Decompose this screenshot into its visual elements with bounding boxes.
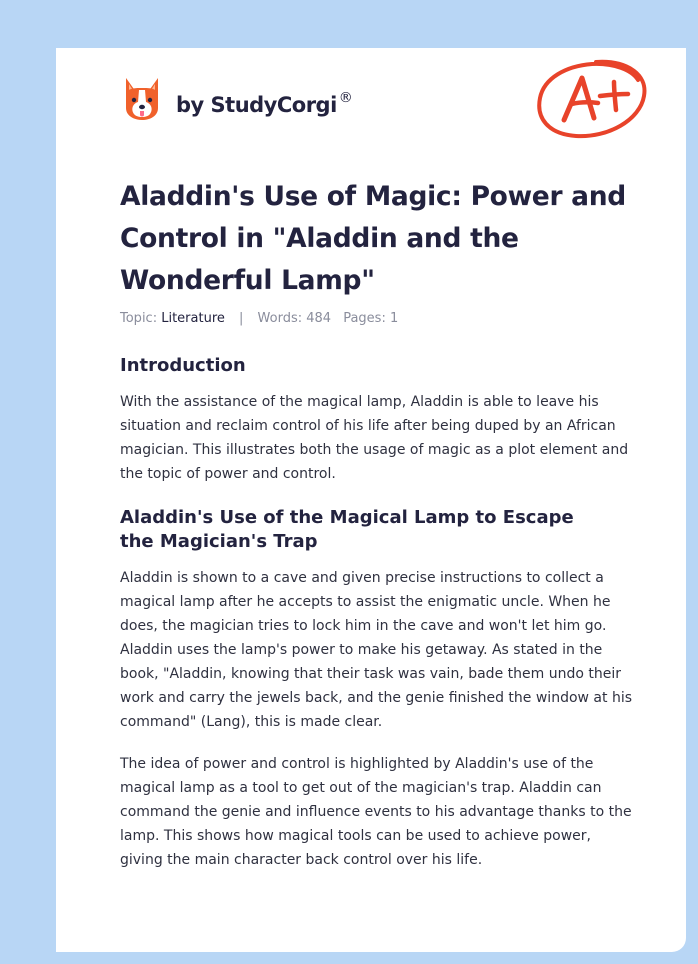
paragraph: Aladdin is shown to a cave and given precise instructions to collect a magical lamp after he accepts to assist the enigmatic uncle. When he does, the magician tries to lock him in the cave and won't let him go. Aladdin uses the lamp's power to make his getaway. As stated in the book, "Aladdin, knowing that their task was vain, bade them undo their work and carry the jewels back, and the genie finished the window at his command" (Lang), this is made clear. xyxy=(120,570,632,730)
corgi-logo-icon xyxy=(122,76,162,122)
paragraph: The idea of power and control is highlighted by Aladdin's use of the magical lamp as a tool to get out of the magician's trap. Aladdin can command the genie and influence events to his advantage thanks to the lamp. This shows how magical tools can be used to achieve power, giving the main character back control over his life. xyxy=(120,756,632,868)
topic-link[interactable]: Literature xyxy=(161,311,225,326)
document-title: Aladdin's Use of Magic: Power and Control in "Aladdin and the Wonderful Lamp" xyxy=(120,181,626,296)
word-count: Words: 484 xyxy=(257,311,332,326)
brand-header[interactable] xyxy=(122,76,352,122)
registered-mark: ® xyxy=(338,90,353,106)
section-heading-introduction: Introduction xyxy=(120,355,246,376)
document-page xyxy=(56,48,686,952)
document-body xyxy=(120,354,636,872)
paragraph: With the assistance of the magical lamp, Aladdin is able to leave his situation and reclaim control of his life after being duped by an African magician. This illustrates both the usage of magic as a plot element and the topic of power and control. xyxy=(120,394,629,482)
brand-name xyxy=(176,90,353,117)
page-count: Pages: 1 xyxy=(343,311,399,326)
grade-a-plus-stamp xyxy=(534,58,650,142)
brand-name-text: by StudyCorgi xyxy=(176,93,337,117)
meta-separator: | xyxy=(239,311,244,326)
topic-label: Topic: xyxy=(120,311,158,326)
document-meta xyxy=(120,311,398,326)
section-heading-magical-lamp: Aladdin's Use of the Magical Lamp to Escape the Magician's Trap xyxy=(120,507,574,552)
